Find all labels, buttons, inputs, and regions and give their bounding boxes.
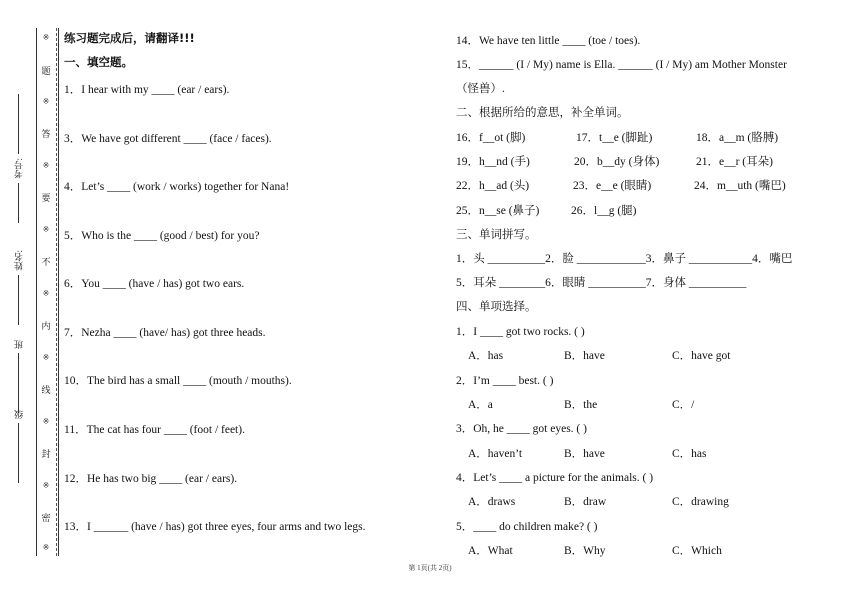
word-item: 16．f__ot (脚) — [456, 132, 526, 144]
margin-char: 题 — [41, 66, 51, 76]
mc-option-a: A．What — [468, 545, 513, 557]
mc-option-a: A．has — [468, 350, 504, 362]
section-complete-words-heading: 二、根据所给的意思，补全单词。 — [456, 107, 629, 119]
margin-line — [36, 28, 37, 556]
margin-line-inner — [58, 28, 59, 556]
margin-char: 封 — [41, 449, 51, 459]
margin-star: ※ — [42, 33, 50, 42]
question-item: 4．Let’s ____ (work / works) together for Nana! — [64, 181, 290, 193]
word-item: 24．m__uth (嘴巴) — [694, 180, 786, 192]
question-item: 10．The bird has a small ____ (mouth / mouths). — [64, 375, 292, 387]
mc-question: 3．Oh, he ____ got eyes. ( ) — [456, 423, 587, 435]
margin-star: ※ — [42, 97, 50, 106]
margin-star: ※ — [42, 225, 50, 234]
word-item: 21．e__r (耳朵) — [696, 156, 773, 168]
margin-star: ※ — [42, 161, 50, 170]
question-item: 1．I hear with my ____ (ear / ears). — [64, 84, 230, 96]
section-fill-blank-heading: 一、填空题。 — [64, 55, 133, 69]
mc-option-c: C．have got — [672, 350, 731, 362]
mc-question: 4．Let’s ____ a picture for the animals. ( ) — [456, 472, 654, 484]
mc-option-b: B．draw — [564, 496, 607, 508]
margin-char: 密 — [41, 513, 51, 523]
page-footer: 第 1页(共 2页) — [408, 564, 452, 572]
question-item: 6．You ____ (have / has) got two ears. — [64, 278, 245, 290]
section-multiple-choice-heading: 四、单项选择。 — [456, 301, 537, 313]
class-field: 班 — [8, 340, 28, 417]
question-item: 12．He has two big ____ (ear / ears). — [64, 473, 238, 485]
margin-char: 内 — [41, 321, 51, 331]
name-field: 姓名: — [8, 250, 28, 329]
word-item: 18．a__m (胳膊) — [696, 132, 779, 144]
mc-option-c: C．/ — [672, 399, 695, 411]
margin-star: ※ — [42, 417, 50, 426]
mc-option-b: B．have — [564, 350, 605, 362]
question-item: 14．We have ten little ____ (toe / toes). — [456, 35, 641, 47]
mc-option-b: B．have — [564, 448, 605, 460]
margin-star: ※ — [42, 543, 50, 552]
word-item: 17．t__e (脚趾) — [576, 132, 653, 144]
margin-star: ※ — [42, 289, 50, 298]
word-item: 26．l__g (腿) — [571, 205, 637, 217]
mc-question: 1．I ____ got two rocks. ( ) — [456, 326, 585, 338]
margin-char: 答 — [41, 129, 51, 139]
word-item: 20．b__dy (身体) — [574, 156, 660, 168]
margin-star: ※ — [42, 481, 50, 490]
spelling-row: 5．耳朵 ________6．眼睛 __________7．身体 __________ — [456, 277, 747, 289]
question-item: 7．Nezha ____ (have/ has) got three heads. — [64, 327, 266, 339]
cut-line — [56, 28, 57, 556]
margin-star: ※ — [42, 353, 50, 362]
exam-number-field: 考号: — [8, 90, 28, 227]
question-item: 5．Who is the ____ (good / best) for you? — [64, 230, 260, 242]
grade-field: 级 — [8, 410, 28, 487]
mc-option-a: A．draws — [468, 496, 516, 508]
question-item: 11．The cat has four ____ (foot / feet). — [64, 424, 245, 436]
word-item: 23．e__e (眼睛) — [573, 180, 652, 192]
margin-char: 要 — [41, 193, 51, 203]
question-item: 3．We have got different ____ (face / faces). — [64, 133, 272, 145]
mc-option-b: B．Why — [564, 545, 606, 557]
word-item: 19．h__nd (手) — [456, 156, 530, 168]
mc-option-c: C．Which — [672, 545, 722, 557]
binding-margin — [0, 0, 58, 589]
mc-question: 2．I’m ____ best. ( ) — [456, 375, 554, 387]
mc-option-a: A．a — [468, 399, 493, 411]
mc-option-c: C．has — [672, 448, 707, 460]
margin-char: 不 — [41, 257, 51, 267]
question-item-continued: （怪兽）. — [456, 83, 505, 95]
question-item: 15．______ (I / My) name is Ella. ______ (I / My) am Mother Monster — [456, 59, 787, 71]
question-item: 13．I ______ (have / has) got three eyes, four arms and two legs. — [64, 521, 366, 533]
word-item: 22．h__ad (头) — [456, 180, 530, 192]
spelling-row: 1．头 __________2．脸 ____________3．鼻子 ___________4．嘴巴 — [456, 253, 793, 265]
mc-option-c: C．drawing — [672, 496, 729, 508]
margin-char: 线 — [41, 385, 51, 395]
mc-option-a: A．haven’t — [468, 448, 523, 460]
worksheet-title: 练习题完成后，请翻译!!! — [64, 31, 195, 45]
word-item: 25．n__se (鼻子) — [456, 205, 540, 217]
section-spelling-heading: 三、单词拼写。 — [456, 229, 537, 241]
mc-option-b: B．the — [564, 399, 598, 411]
mc-question: 5．____ do children make? ( ) — [456, 521, 598, 533]
